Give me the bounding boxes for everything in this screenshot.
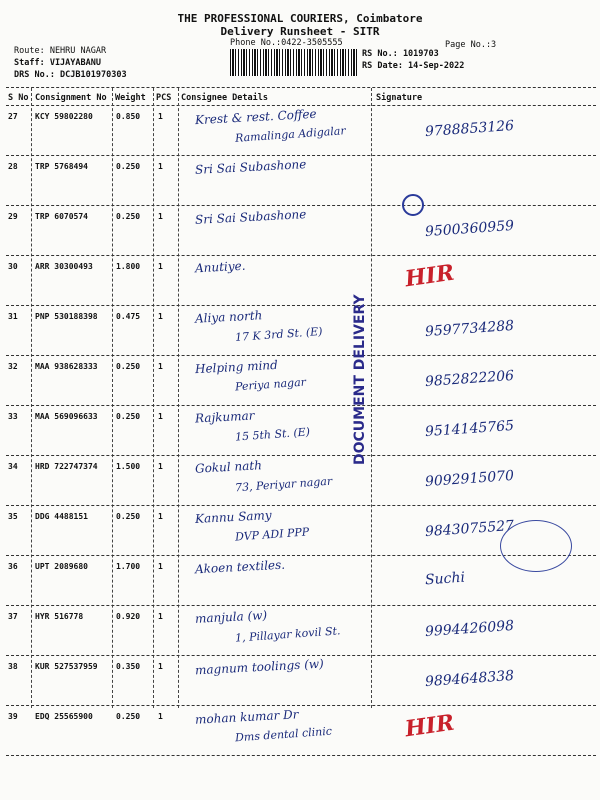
row-divider — [6, 305, 596, 306]
row-consignment: MAA 938628333 — [35, 362, 98, 371]
row-pcs: 1 — [158, 262, 163, 271]
row-signature: 9500360959 — [424, 217, 515, 241]
row-sno: 32 — [8, 362, 18, 371]
row-consignment: UPT 2089680 — [35, 562, 88, 571]
row-consignee-line1: Krest & rest. Coffee — [194, 106, 317, 128]
col-divider — [178, 88, 179, 708]
row-consignee-line1: Sri Sai Subashone — [194, 157, 307, 177]
row-consignment: DDG 4488151 — [35, 512, 88, 521]
row-signature: Suchi — [424, 569, 466, 589]
row-consignee-line2: 1, Pillayar kovil St. — [234, 624, 341, 645]
col-divider — [112, 88, 113, 708]
row-sno: 27 — [8, 112, 18, 121]
row-pcs: 1 — [158, 312, 163, 321]
row-divider — [6, 255, 596, 256]
signature-circle-mark — [402, 194, 424, 216]
row-sno: 34 — [8, 462, 18, 471]
row-pcs: 1 — [158, 362, 163, 371]
row-signature: 9597734288 — [424, 317, 515, 341]
row-sno: 28 — [8, 162, 18, 171]
col-divider — [31, 88, 32, 708]
row-consignee-line1: Helping mind — [194, 357, 279, 377]
stamp-circle — [500, 520, 572, 572]
row-sno: 39 — [8, 712, 18, 721]
drs-number: DRS No.: DCJB101970303 — [14, 70, 127, 80]
row-weight: 0.250 — [116, 362, 141, 371]
row-pcs: 1 — [158, 212, 163, 221]
row-pcs: 1 — [158, 612, 163, 621]
row-weight: 0.250 — [116, 162, 141, 171]
row-consignee-line1: Kannu Samy — [194, 508, 272, 526]
staff: Staff: VIJAYABANU — [14, 58, 101, 68]
row-divider — [6, 355, 596, 356]
row-sno: 38 — [8, 662, 18, 671]
row-weight: 0.475 — [116, 312, 141, 321]
row-divider — [6, 405, 596, 406]
barcode — [230, 49, 357, 76]
col-weight: Weight — [115, 93, 146, 103]
row-sno: 33 — [8, 412, 18, 421]
row-consignment: MAA 569096633 — [35, 412, 98, 421]
row-pcs: 1 — [158, 712, 163, 721]
row-consignment: TRP 6070574 — [35, 212, 88, 221]
row-signature: 9852822206 — [424, 367, 515, 391]
row-sno: 30 — [8, 262, 18, 271]
row-weight: 0.250 — [116, 712, 141, 721]
col-consignment: Consignment No — [35, 93, 107, 103]
row-consignment: KCY 59802280 — [35, 112, 93, 121]
row-consignee-line1: Gokul nath — [194, 458, 263, 476]
header-bottom-rule — [6, 105, 596, 106]
row-signature: HIR — [403, 709, 456, 743]
row-pcs: 1 — [158, 112, 163, 121]
rs-date: RS Date: 14-Sep-2022 — [362, 61, 465, 71]
row-consignee-line1: mohan kumar Dr — [194, 707, 299, 727]
document-delivery-stamp: DOCUMENT DELIVERY — [352, 294, 368, 465]
row-consignee-line1: Aliya north — [194, 308, 263, 326]
row-signature: 9994426098 — [424, 617, 515, 641]
row-divider — [6, 605, 596, 606]
col-divider — [153, 88, 154, 708]
row-consignee-line2: Periya nagar — [234, 375, 307, 394]
row-weight: 1.500 — [116, 462, 141, 471]
row-pcs: 1 — [158, 412, 163, 421]
row-consignee-line1: Anutiye. — [194, 258, 246, 276]
row-weight: 0.250 — [116, 412, 141, 421]
row-consignment: HYR 516778 — [35, 612, 84, 621]
row-consignment: PNP 530188398 — [35, 312, 98, 321]
row-weight: 1.700 — [116, 562, 141, 571]
row-consignee-line1: Akoen textiles. — [194, 557, 286, 577]
row-signature: 9788853126 — [424, 117, 515, 141]
row-pcs: 1 — [158, 512, 163, 521]
col-pcs: PCS — [156, 93, 172, 103]
row-sno: 31 — [8, 312, 18, 321]
row-sno: 35 — [8, 512, 18, 521]
page-number: Page No.:3 — [445, 40, 497, 50]
row-divider — [6, 455, 596, 456]
row-signature: HIR — [403, 259, 456, 293]
row-sno: 36 — [8, 562, 18, 571]
row-divider — [6, 755, 596, 756]
row-consignee-line2: DVP ADI PPP — [234, 525, 310, 544]
col-signature: Signature — [376, 93, 423, 103]
col-consignee: Consignee Details — [181, 93, 268, 103]
row-pcs: 1 — [158, 562, 163, 571]
row-weight: 0.250 — [116, 212, 141, 221]
row-consignment: KUR 527537959 — [35, 662, 98, 671]
row-consignee-line2: 73, Periyar nagar — [234, 474, 333, 495]
row-consignment: TRP 5768494 — [35, 162, 88, 171]
row-weight: 0.850 — [116, 112, 141, 121]
row-consignee-line2: 17 K 3rd St. (E) — [234, 324, 323, 345]
row-consignee-line2: Ramalinga Adigalar — [234, 124, 347, 145]
row-consignee-line1: Sri Sai Subashone — [194, 207, 307, 227]
row-divider — [6, 705, 596, 706]
row-sno: 37 — [8, 612, 18, 621]
row-divider — [6, 155, 596, 156]
row-divider — [6, 505, 596, 506]
phone-number: Phone No.:0422-3505555 — [230, 38, 343, 48]
company-title: THE PROFESSIONAL COURIERS, Coimbatore — [177, 12, 423, 25]
row-consignee-line1: magnum toolings (w) — [194, 656, 325, 678]
row-pcs: 1 — [158, 162, 163, 171]
row-pcs: 1 — [158, 662, 163, 671]
row-signature: 9514145765 — [424, 417, 515, 441]
row-divider — [6, 655, 596, 656]
row-weight: 0.350 — [116, 662, 141, 671]
row-weight: 1.800 — [116, 262, 141, 271]
row-consignment: HRD 722747374 — [35, 462, 98, 471]
rs-number: RS No.: 1019703 — [362, 49, 439, 59]
row-weight: 0.920 — [116, 612, 141, 621]
row-sno: 29 — [8, 212, 18, 221]
row-divider — [6, 205, 596, 206]
row-consignee-line1: Rajkumar — [194, 408, 255, 426]
runsheet-title: Delivery Runsheet - SITR — [220, 25, 380, 38]
row-signature: 9843075527 — [424, 517, 515, 541]
row-consignment: EDQ 25565900 — [35, 712, 93, 721]
col-sno: S No — [8, 93, 29, 103]
route: Route: NEHRU NAGAR — [14, 46, 107, 56]
row-consignment: ARR 30300493 — [35, 262, 93, 271]
row-pcs: 1 — [158, 462, 163, 471]
header-top-rule — [6, 87, 596, 88]
row-weight: 0.250 — [116, 512, 141, 521]
row-consignee-line2: 15 5th St. (E) — [234, 425, 311, 444]
row-signature: 9894648338 — [424, 667, 515, 691]
row-consignee-line1: manjula (w) — [194, 608, 268, 626]
row-signature: 9092915070 — [424, 467, 515, 491]
row-consignee-line2: Dms dental clinic — [234, 724, 333, 745]
